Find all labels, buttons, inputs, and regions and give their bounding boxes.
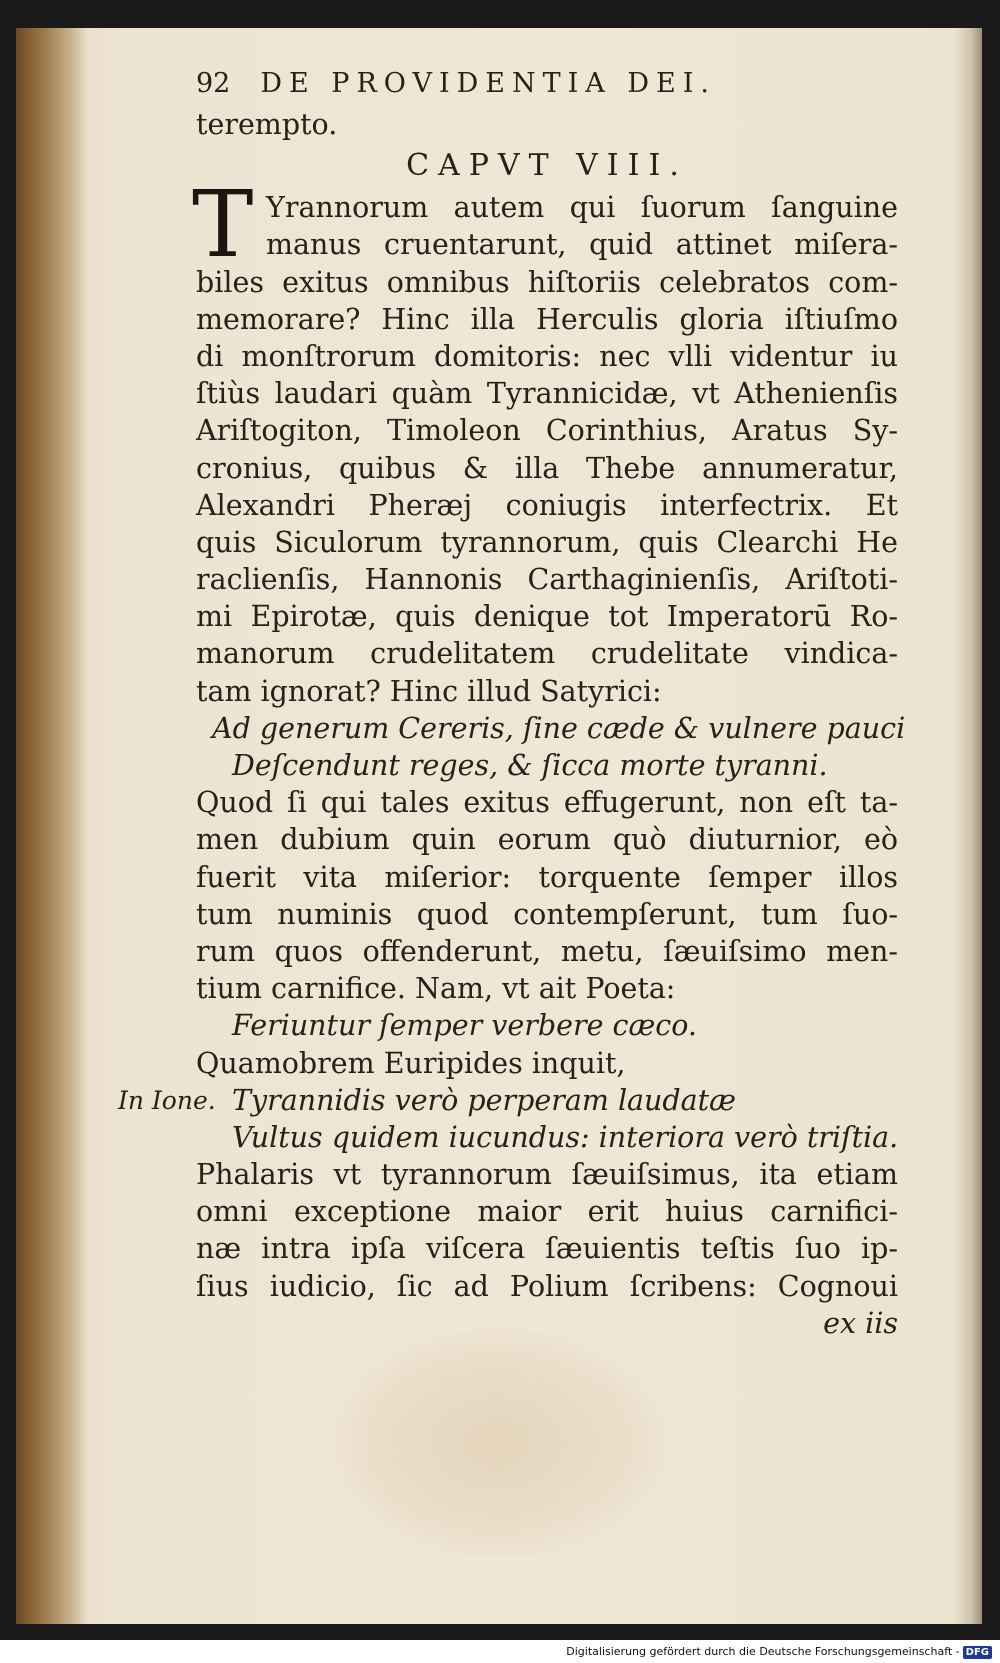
footer xyxy=(566,1645,992,1659)
text-line: tam ignorat? Hinc illud Satyrici: xyxy=(196,674,662,708)
drop-cap: T xyxy=(192,171,254,279)
text-line: næ intra ipſa viſcera ſæuientis teſtis ſuo ip- xyxy=(196,1232,898,1266)
text-line: Quamobrem Euripides inquit, xyxy=(196,1046,626,1080)
text-line: manus cruentarunt, quid attinet miſera- xyxy=(266,228,898,262)
binding-edge xyxy=(16,28,88,1624)
text-line: Yrannorum autem qui ſuorum ſanguine xyxy=(266,191,898,225)
verse-line: Deſcendunt reges, & ſicca morte tyranni. xyxy=(232,749,828,782)
chapter-opening xyxy=(192,171,898,279)
text-line: Ariſtogiton, Timoleon Corinthius, Aratus Sy- xyxy=(196,414,898,448)
footer-credit: Digitalisierung gefördert durch die Deutsche Forschungsgemeinschaft - xyxy=(566,1645,960,1658)
margin-note: In Ione. xyxy=(118,1086,216,1115)
text-line: manorum crudelitatem crudelitate vindica- xyxy=(196,637,898,671)
text-line: biles exitus omnibus hiſtoriis celebratos com- xyxy=(196,265,898,299)
text-line: terempto. xyxy=(196,108,338,141)
text-line: rum quos offenderunt, metu, ſæuiſsimo men- xyxy=(196,934,898,968)
verse-line: Vultus quidem iucundus: interiora verò triſtia. xyxy=(232,1120,899,1154)
chapter-heading: CAPVT VIII. xyxy=(406,148,688,184)
verse-line: Ad generum Cereris, ſine cæde & vulnere pauci xyxy=(212,711,906,745)
page-text xyxy=(192,62,906,1342)
text-line: men dubium quin eorum quò diuturnior, eò xyxy=(196,823,898,857)
catchword: ex iis xyxy=(823,1306,898,1340)
text-line: cronius, quibus & illa Thebe annumeratur, xyxy=(196,451,898,485)
text-line: tum numinis quod contempſerunt, tum ſuo- xyxy=(196,897,898,931)
text-line: fuerit vita miſerior: torquente ſemper illos xyxy=(196,860,898,894)
running-head xyxy=(196,62,898,106)
verse-line: Feriuntur ſemper verbere cæco. xyxy=(232,1009,697,1043)
verse-line: Tyrannidis verò perperam laudatæ xyxy=(232,1083,736,1117)
text-line: Phalaris vt tyrannorum ſæuiſsimus, ita etiam xyxy=(196,1158,898,1192)
dfg-logo: DFG xyxy=(963,1646,992,1659)
text-line: mi Epirotæ, quis denique tot Imperatorū Ro- xyxy=(196,600,898,634)
text-line: omni exceptione maior erit huius carnifici- xyxy=(196,1195,898,1229)
text-line: tium carnifice. Nam, vt ait Poeta: xyxy=(196,972,676,1006)
text-line: raclienſis, Hannonis Carthaginienſis, Ariſtoti- xyxy=(196,563,898,597)
text-line: quis Siculorum tyrannorum, quis Clearchi He xyxy=(196,525,898,559)
page-number: 92 xyxy=(196,68,231,99)
running-title: DE PROVIDENTIA DEI. xyxy=(260,68,716,99)
text-line: di monſtrorum domitoris: nec vlli videntur iu xyxy=(196,339,898,373)
text-line: Alexandri Pheræj coniugis interfectrix. Et xyxy=(196,488,898,522)
text-line: Quod ſi qui tales exitus effugerunt, non eſt ta- xyxy=(196,786,898,820)
text-line: ſius iudicio, ſic ad Polium ſcribens: Cognoui xyxy=(196,1269,898,1303)
page-edge xyxy=(954,28,982,1624)
text-line: ſtiùs laudari quàm Tyrannicidæ, vt Athenienſis xyxy=(196,377,898,411)
text-line: memorare? Hinc illa Herculis gloria iſtiuſmo xyxy=(196,302,898,336)
water-stain xyxy=(336,1328,666,1558)
